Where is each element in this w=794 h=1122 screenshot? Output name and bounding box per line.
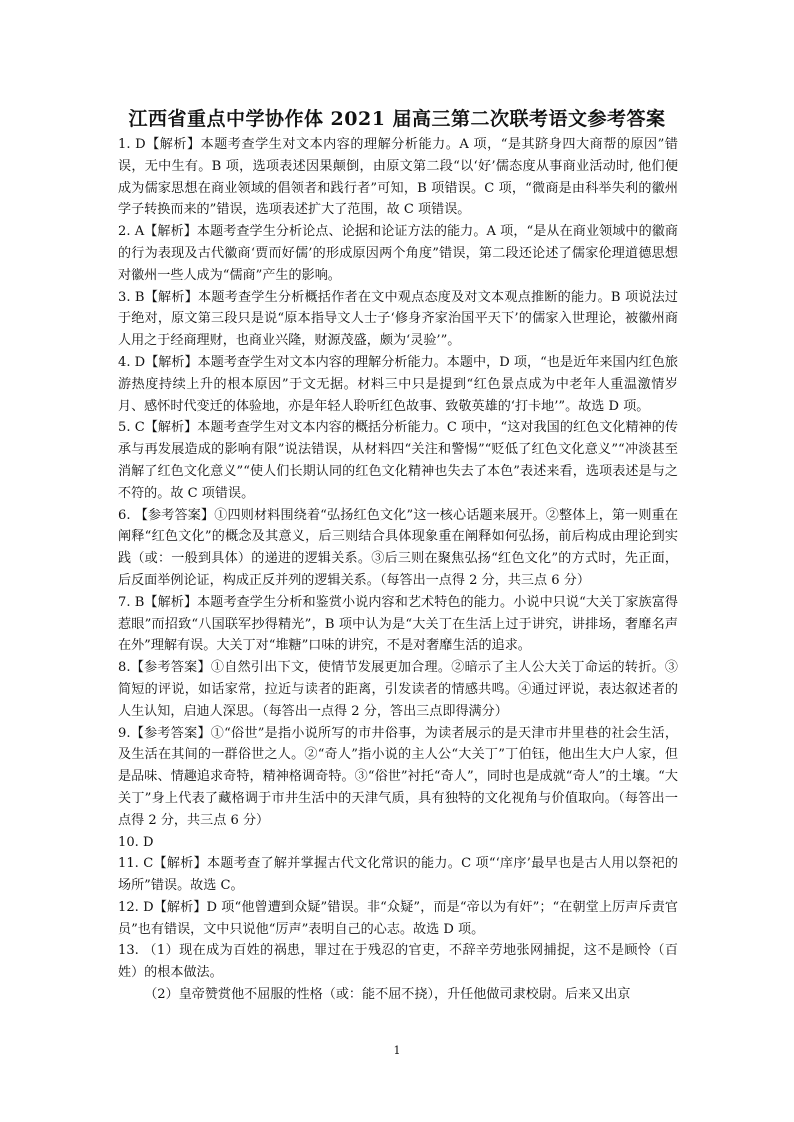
- answer-3: 3. B【解析】本题考查学生分析概括作者在文中观点态度及对文本观点推断的能力。B 项说法过于绝对，原文第三段只是说“原本指导文人士子‘修身齐家治国平天下’的儒家入世理论，被徽州商人用之于经商理财，也商业兴隆，财源茂盛，颇为‘灵验’”。: [118, 289, 678, 349]
- answer-13-part-2: （2）皇帝赞赏他不屈服的性格（或：能不屈不挠），升任他做司隶校尉。后来又出京: [144, 987, 631, 1003]
- answer-4: 4. D【解析】本题考查学生对文本内容的理解分析能力。本题中，D 项，“也是近年来国内红色旅游热度持续上升的根本原因”于文无据。材料三中只是提到“红色景点成为中老年人重温激情岁月、感怀时代变迁的体验地，亦是年轻人聆听红色故事、致敬英雄的‘打卡地’”。故选 D 项。: [118, 354, 678, 414]
- page-number: 1: [393, 1044, 401, 1057]
- answer-8: 8.【参考答案】①自然引出下文，使情节发展更加合理。②暗示了主人公大关丁命运的转折。③简短的评说，如话家常，拉近与读者的距离，引发读者的情感共鸣。④通过评说，表达叙述者的人生认知，启迪人深思。（每答出一点得 2 分，答出三点即得满分）: [118, 660, 678, 719]
- answer-12: 12. D【解析】D 项“他曾遭到众疑”错误。非“众疑”，而是“帝以为有奸”；“在朝堂上厉声斥责官员”也有错误，文中只说他“厉声”表明自己的心志。故选 D 项。: [118, 899, 678, 937]
- document-title: 江西省重点中学协作体 2021 届高三第二次联考语文参考答案: [128, 108, 666, 130]
- answer-body: [118, 134, 678, 1006]
- answer-5: 5. C【解析】本题考查学生对文本内容的概括分析能力。C 项中，“这对我国的红色文化精神的传承与再发展造成的影响有限”说法错误，从材料四“关注和警惕”“贬低了红色文化意义”“冲淡甚至消解了红色文化意义”“使人们长期认同的红色文化精神也失去了本色”表述来看，选项表述是与之不符的。故 C 项错误。: [118, 420, 678, 501]
- answer-1: 1. D【解析】本题考查学生对文本内容的理解分析能力。A 项，“是其跻身四大商帮的原因”错误，无中生有。B 项，选项表述因果颠倒，由原文第二段“以‘好’儒态度从事商业活动时, 他们便成为儒家思想在商业领域的倡领者和践行者”可知，B 项错误。C 项，“微商是由科举失利的徽州学子转换而来的”错误，选项表述扩大了范围，故 C 项错误。: [118, 137, 678, 218]
- answer-9: 9.【参考答案】①“俗世”是指小说所写的市井俗事，为读者展示的是天津市井里巷的社会生活，及生活在其间的一群俗世之人。②“奇人”指小说的主人公“大关丁”丁伯钰，他出生大户人家，但是品味、情趣追求奇特，精神格调奇特。③“俗世”衬托“奇人”，同时也是成就“奇人”的土壤。“大关丁”身上代表了藏格调于市井生活中的天津气质，具有独特的文化视角与价值取向。（每答出一点得 2 分，共三点 6 分）: [118, 725, 678, 828]
- answer-11: 11. C【解析】本题考查了解并掌握古代文化常识的能力。C 项“‘庠序’最早也是古人用以祭祀的场所”错误。故选 C。: [118, 856, 678, 894]
- answer-10: 10. D: [118, 834, 154, 850]
- answer-7: 7. B【解析】本题考查学生分析和鉴赏小说内容和艺术特色的能力。小说中只说“大关丁家族富得惹眼”而招致“八国联军抄得精光”，B 项中认为是“大关丁在生活上过于讲究，讲排场，奢靡名声在外”理解有误。大关丁对“堆糖”口味的讲究，不是对奢靡生活的追求。: [118, 594, 678, 654]
- answer-2: 2. A【解析】本题考查学生分析论点、论据和论证方法的能力。A 项，“是从在商业领域中的徽商的行为表现及古代徽商‘贾而好儒’的形成原因两个角度”错误，第二段还论述了儒家伦理道德思想对徽州一些人成为“儒商”产生的影响。: [118, 224, 678, 283]
- answer-13-part-1: 13. （1）现在成为百姓的祸患，罪过在于残忍的官吏，不辞辛劳地张网捕捉，这不是顾怜（百姓）的根本做法。: [118, 943, 678, 981]
- answer-6: 6. 【参考答案】①四则材料围绕着“弘扬红色文化”这一核心话题来展开。②整体上，第一则重在阐释“红色文化”的概念及其意义，后三则结合具体现象重在阐释如何弘扬，前后构成由理论到实践（或：一般到具体）的递进的逻辑关系。③后三则在聚焦弘扬“红色文化”的方式时，先正面，后反面举例论证，构成正反并列的逻辑关系。（每答出一点得 2 分，共三点 6 分）: [118, 507, 678, 588]
